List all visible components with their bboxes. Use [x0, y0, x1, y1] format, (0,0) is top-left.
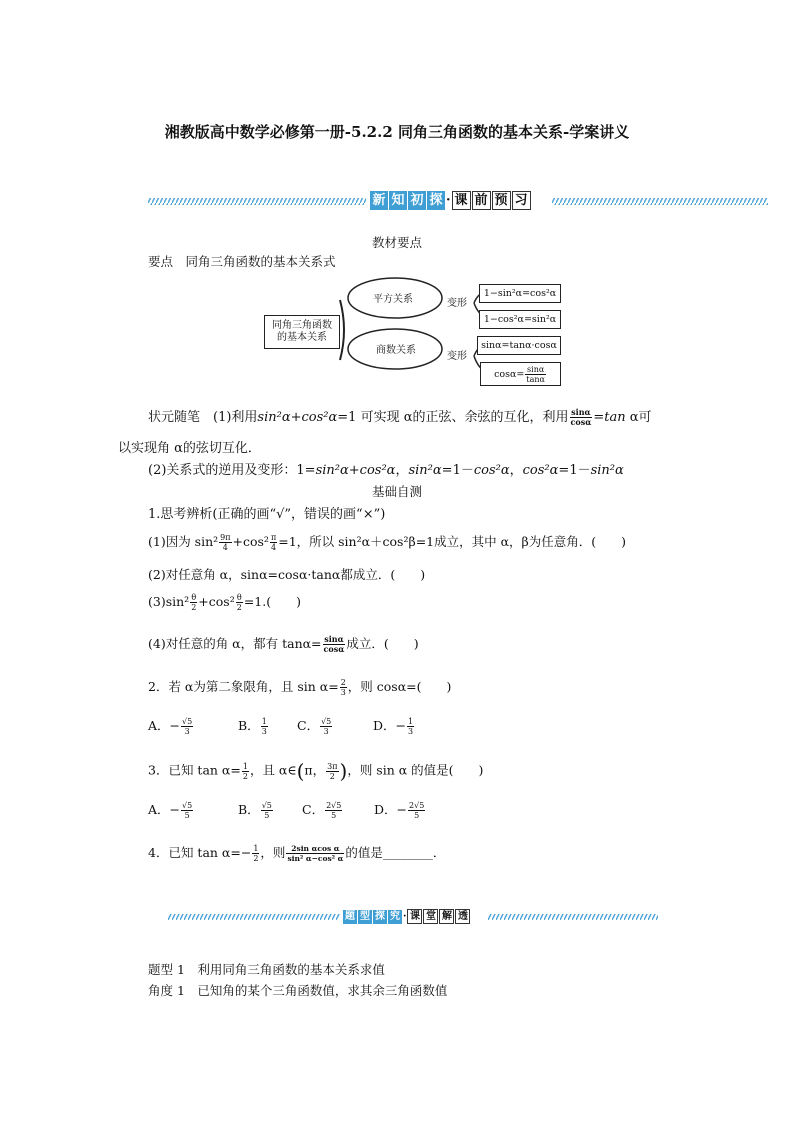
- q1-s3a: (3)sin²: [148, 594, 190, 609]
- note-p1f: α可: [625, 410, 652, 425]
- q1-s4b: 成立．( ): [346, 636, 419, 651]
- q2-c-frac: [320, 717, 332, 736]
- diagram-box-4: [480, 362, 561, 386]
- note-p3i: =1－: [558, 463, 591, 478]
- q1-statement-1: [148, 532, 626, 552]
- banner2-blue-1: 题: [345, 910, 355, 922]
- note-p3g: ，: [509, 463, 523, 478]
- banner1-blue-4: 探: [427, 191, 445, 210]
- q2-option-d[interactable]: [373, 716, 415, 736]
- q3-stem-frac: [242, 762, 249, 781]
- banner1-white-1: 课: [452, 191, 471, 210]
- q2-stem-den: 3: [340, 688, 346, 697]
- q4-stem-a: 4．已知 tan α=−: [148, 845, 252, 860]
- note-p3b: sin²α+cos²α: [315, 463, 396, 478]
- banner2-dot: ·: [403, 911, 407, 922]
- q4-expr-num: 2sin αcos α: [286, 844, 344, 854]
- q4-expr-den: sin² α−cos² α: [287, 854, 344, 863]
- q3-interval-close: ): [339, 759, 348, 783]
- q3-interval-open: (: [296, 759, 305, 783]
- q1-s1-n1: 9π: [220, 533, 231, 542]
- section-basic-heading: 基础自测: [371, 484, 422, 499]
- q2-d-num: 1: [408, 717, 414, 726]
- q2-c-num: √5: [321, 717, 332, 726]
- note-line-3: [148, 459, 624, 478]
- banner2-blue-4: 究: [390, 910, 400, 922]
- note-p1d: =: [593, 410, 605, 425]
- q3-c-label: C．: [302, 802, 325, 817]
- note-line-2: 以实现角 α的弦切互化．: [118, 441, 261, 456]
- diagram-box-1: 1−sin²α=cos²α: [479, 284, 561, 303]
- diagram-box4-left: cosα=: [494, 368, 525, 380]
- note-p3c: ，: [395, 463, 409, 478]
- q4-stem-frac: [252, 844, 259, 863]
- q2-stem-a: 2．若 α为第二象限角，且 sin α=: [148, 679, 339, 694]
- q1-s3-frac2: [236, 593, 243, 612]
- q2-b-label: B．: [238, 718, 260, 733]
- note-frac-num: sinα: [571, 407, 591, 417]
- note-p1b: sin²α+cos²α: [257, 410, 338, 425]
- q1-s1-d1: 4: [222, 543, 228, 552]
- banner2-white-3: 解: [439, 909, 454, 924]
- q2-b-num: 1: [261, 717, 267, 726]
- q4-stem-b: ，则: [260, 845, 286, 860]
- q3-b-label: B．: [238, 802, 260, 817]
- q4-stem: [148, 843, 445, 863]
- diagram-square-branch: 平方关系: [373, 294, 413, 305]
- q3-stem-c: ，则 sin α 的值是( ): [347, 762, 484, 778]
- q3-stem-b: ，且 α∈: [249, 762, 297, 778]
- q3-d-den: 5: [414, 811, 420, 820]
- q3-a-frac: [181, 801, 193, 820]
- angle-heading: 角度 1 已知角的某个三角函数值，求其余三角函数值: [148, 983, 448, 998]
- q1-s1c: =1，所以 sin²α＋cos²β=1成立，其中 α，β为任意角．( ): [278, 534, 627, 549]
- q2-a-frac: [181, 717, 193, 736]
- diagram-box4-num: sinα: [527, 364, 545, 374]
- q1-s3b: +cos²: [198, 594, 235, 609]
- diagram-root-line2: 的基本关系: [277, 332, 327, 343]
- question-type-heading: 题型 1 利用同角三角函数的基本关系求值: [148, 962, 385, 977]
- q2-option-b[interactable]: [238, 716, 269, 736]
- diagram-transform-1: 变形: [447, 298, 467, 309]
- q3-interval-num: 3π: [327, 761, 338, 771]
- q4-stem-c[interactable]: 的值是________．: [345, 845, 446, 860]
- q3-c-den: 5: [331, 811, 337, 820]
- q3-stem-a: 3．已知 tan α=: [148, 762, 241, 778]
- q2-stem: [148, 677, 451, 697]
- q1-s1a: (1)因为 sin²: [148, 534, 219, 549]
- q2-d-label: D．−: [373, 718, 406, 733]
- q3-d-frac: [408, 801, 425, 820]
- banner1-blue-1: 新: [370, 191, 388, 210]
- q3-b-frac: [261, 801, 273, 820]
- q1-s3-d2: 2: [236, 603, 242, 612]
- note-p3d: sin²α: [408, 463, 442, 478]
- banner1-white-4: 习: [512, 191, 531, 210]
- q1-s1b: +cos²: [232, 534, 269, 549]
- q3-option-c[interactable]: [302, 800, 343, 820]
- note-line-1: [148, 406, 652, 427]
- section-material-heading: 教材要点: [371, 235, 422, 250]
- q1-s4-num: sinα: [324, 634, 344, 644]
- q2-stem-num: 2: [340, 678, 346, 687]
- q4-stem-num: 1: [253, 844, 259, 853]
- q3-interval-den: 2: [329, 771, 335, 781]
- document-title: 湘教版高中数学必修第一册-5.2.2 同角三角函数的基本关系-学案讲义: [164, 123, 630, 141]
- note-frac-den: cosα: [570, 417, 592, 427]
- diagram-box-2: 1−cos²α=sin²α: [479, 310, 561, 329]
- diagram-root-box: [264, 315, 340, 349]
- note-p3h: cos²α: [522, 463, 559, 478]
- q4-stem-den: 2: [253, 854, 259, 863]
- note-p3j: sin²α: [590, 463, 624, 478]
- key-point-heading: 要点 同角三角函数的基本关系式: [148, 254, 336, 269]
- q3-stem-den: 2: [242, 771, 248, 781]
- banner1-white-3: 预: [492, 191, 511, 210]
- banner1-blue-3: 初: [408, 191, 426, 210]
- q2-a-den: 3: [184, 727, 190, 736]
- q3-a-den: 5: [184, 811, 190, 820]
- note-p1c: =1 可实现 α的正弦、余弦的互化，利用: [337, 410, 569, 425]
- q2-c-den: 3: [323, 727, 329, 736]
- q2-a-num: √5: [182, 717, 193, 726]
- q2-option-c[interactable]: [297, 716, 333, 736]
- q1-stem: 1.思考辨析(正确的画“√”，错误的画“×”): [148, 507, 386, 522]
- q2-option-a[interactable]: [148, 716, 194, 736]
- q1-s3c: =1.( ): [243, 594, 301, 609]
- q1-s1-n2: π: [270, 533, 277, 542]
- q3-stem-num: 1: [242, 761, 248, 771]
- q3-b-num: √5: [261, 801, 272, 810]
- note-p1a: 状元随笔 (1)利用: [148, 410, 258, 425]
- q3-b-den: 5: [264, 811, 270, 820]
- q2-stem-b: ，则 cosα=( ): [347, 679, 452, 694]
- note-p3a: (2)关系式的逆用及变形：1=: [148, 463, 316, 478]
- diagram-box-3: sinα=tanα·cosα: [477, 336, 561, 355]
- q1-s4-den: cosα: [323, 644, 345, 654]
- banner2-blue-3: 探: [375, 910, 385, 922]
- q1-s4-frac: [323, 635, 346, 654]
- banner-class-label: [343, 909, 470, 924]
- q2-d-den: 3: [408, 727, 414, 736]
- q1-s1-d2: 4: [271, 543, 277, 552]
- q3-c-num: 2√5: [326, 801, 342, 810]
- banner1-blue-2: 知: [389, 191, 407, 210]
- q3-c-frac: [325, 801, 342, 820]
- q2-d-frac: [407, 717, 414, 736]
- note-p3e: =1－: [441, 463, 474, 478]
- banner2-blue-2: 型: [360, 910, 370, 922]
- q2-c-label: C．: [297, 718, 320, 733]
- q3-interval-frac: [326, 762, 338, 781]
- q3-interval-a: π，: [304, 762, 326, 778]
- banner2-white-1: 课: [407, 909, 422, 924]
- q3-option-d[interactable]: [374, 800, 426, 820]
- note-p3f: cos²α: [473, 463, 510, 478]
- relation-diagram-lines: [0, 0, 794, 400]
- q3-stem: [148, 759, 483, 783]
- q2-a-label: A．−: [148, 718, 181, 733]
- q3-option-b[interactable]: [238, 800, 274, 820]
- q1-s4a: (4)对任意的角 α，都有 tanα=: [148, 636, 322, 651]
- note-p1e: tan: [604, 410, 626, 425]
- q3-d-num: 2√5: [409, 801, 425, 810]
- q1-s3-n2: θ: [236, 593, 242, 602]
- q3-a-num: √5: [182, 801, 193, 810]
- banner2-white-2: 堂: [423, 909, 438, 924]
- note-fraction: [570, 408, 593, 427]
- banner1-dot: ·: [446, 193, 451, 208]
- q1-statement-3: [148, 592, 301, 612]
- q1-s3-d1: 2: [191, 603, 197, 612]
- q4-expr-frac: [286, 844, 344, 863]
- q2-stem-frac: [340, 678, 347, 697]
- q1-s3-n1: θ: [191, 593, 197, 602]
- banner2-white-4: 透: [455, 909, 470, 924]
- diagram-quotient-branch: 商数关系: [376, 345, 416, 356]
- q3-option-a[interactable]: [148, 800, 194, 820]
- q2-b-den: 3: [261, 727, 267, 736]
- diagram-box4-den: tanα: [526, 374, 545, 384]
- q2-b-frac: [261, 717, 268, 736]
- diagram-box4-fraction: [525, 365, 546, 384]
- diagram-transform-2: 变形: [447, 351, 467, 362]
- q1-s3-frac1: [190, 593, 197, 612]
- q1-statement-4: [148, 634, 419, 654]
- q3-a-label: A．−: [148, 802, 181, 817]
- diagram-root-line1: 同角三角函数: [272, 320, 332, 331]
- q1-statement-2: (2)对任意角 α，sinα=cosα·tanα都成立．( ): [148, 567, 426, 582]
- q1-s1-frac2: [270, 533, 277, 552]
- q3-d-label: D．−: [374, 802, 407, 817]
- q1-s1-frac1: [219, 533, 231, 552]
- banner1-white-2: 前: [472, 191, 491, 210]
